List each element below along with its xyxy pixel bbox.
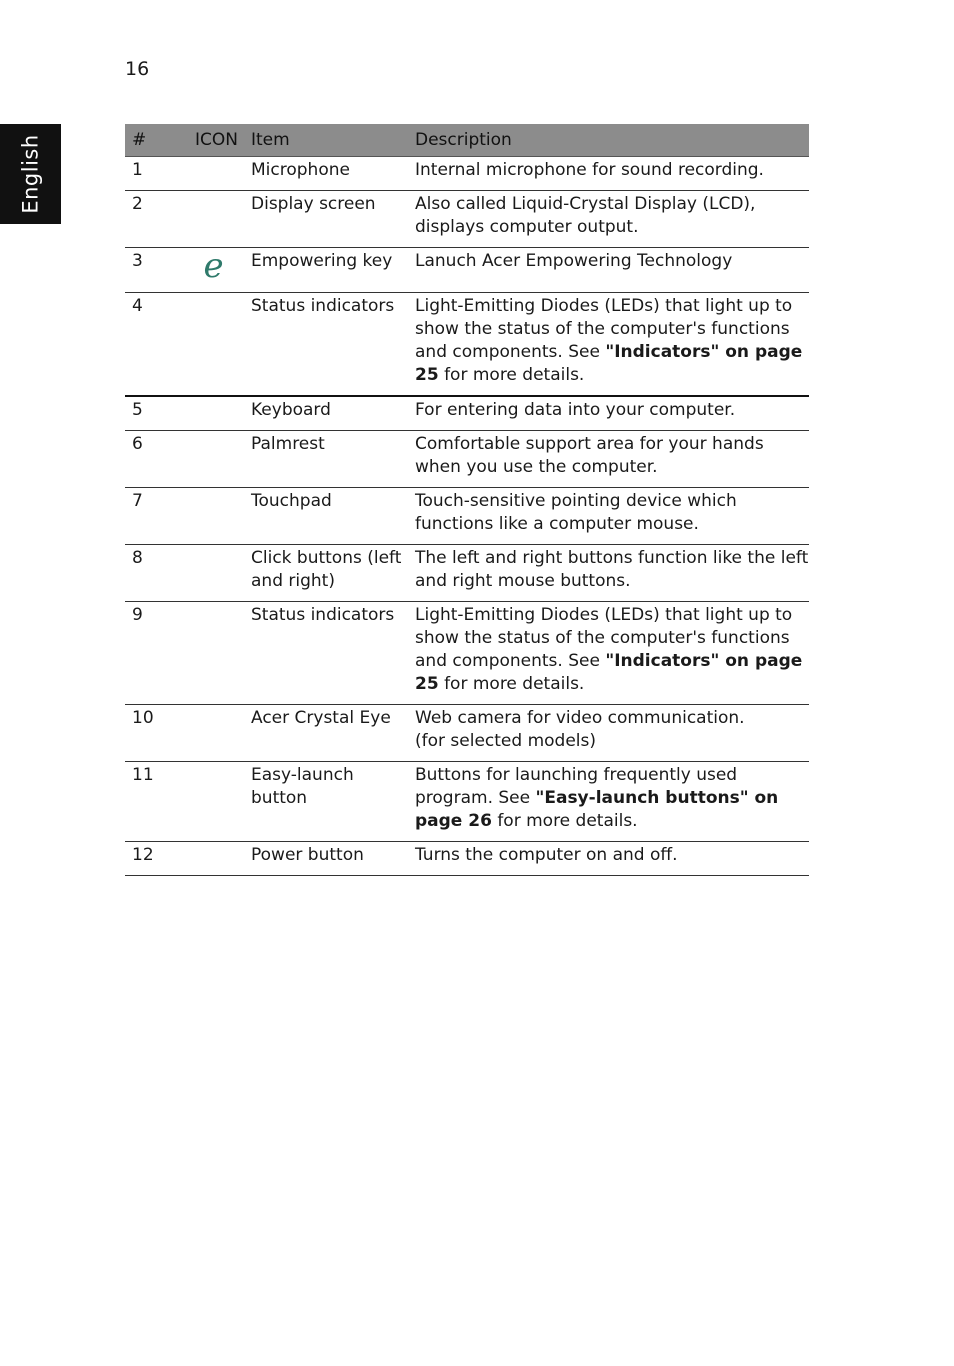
row-num: 1 (125, 157, 183, 191)
page-number: 16 (125, 58, 150, 80)
row-description: For entering data into your computer. (408, 396, 809, 431)
row-icon-cell (183, 248, 244, 293)
row-icon-cell (183, 157, 244, 191)
description-text: Buttons for launching frequently used program. See (415, 765, 738, 808)
component-table (125, 124, 809, 876)
row-num: 10 (125, 705, 183, 762)
header-item: Item (244, 124, 408, 157)
row-num: 7 (125, 488, 183, 545)
description-text: for more details. (438, 674, 585, 694)
row-icon-cell (183, 396, 244, 431)
table-row (125, 762, 809, 842)
acer-empowering-e-icon: e (203, 246, 224, 286)
cross-reference-link[interactable]: "Indicators" on page 25 (415, 342, 803, 385)
cross-reference-link[interactable]: "Easy-launch buttons" on page 26 (415, 788, 779, 831)
row-description (408, 602, 809, 705)
row-item: Status indicators (244, 602, 408, 705)
table-row (125, 545, 809, 602)
row-icon-cell (183, 762, 244, 842)
row-icon-cell (183, 191, 244, 248)
row-description: Turns the computer on and off. (408, 842, 809, 876)
row-description: Touch-sensitive pointing device which functions like a computer mouse. (408, 488, 809, 545)
row-num: 3 (125, 248, 183, 293)
row-num: 9 (125, 602, 183, 705)
row-num: 4 (125, 293, 183, 397)
table-header-row (125, 124, 809, 157)
cross-reference-link[interactable]: "Indicators" on page 25 (415, 651, 803, 694)
row-num: 6 (125, 431, 183, 488)
row-icon-cell (183, 842, 244, 876)
row-item: Empowering key (244, 248, 408, 293)
row-item: Status indicators (244, 293, 408, 397)
table-row (125, 602, 809, 705)
table-row (125, 191, 809, 248)
header-description: Description (408, 124, 809, 157)
row-icon-cell (183, 545, 244, 602)
row-num: 5 (125, 396, 183, 431)
description-text: Light-Emitting Diodes (LEDs) that light up to show the status of the computer's functions and components. See (415, 296, 793, 362)
row-item: Display screen (244, 191, 408, 248)
row-description (408, 762, 809, 842)
table-row (125, 293, 809, 397)
row-icon-cell (183, 705, 244, 762)
row-description: Internal microphone for sound recording. (408, 157, 809, 191)
row-icon-cell (183, 431, 244, 488)
row-description: Comfortable support area for your hands when you use the computer. (408, 431, 809, 488)
row-icon-cell (183, 488, 244, 545)
language-tab (0, 124, 61, 224)
row-item: Click buttons (left and right) (244, 545, 408, 602)
row-item: Power button (244, 842, 408, 876)
row-num: 11 (125, 762, 183, 842)
description-line: Web camera for video communication. (415, 708, 745, 728)
header-num: # (125, 124, 183, 157)
table-row (125, 248, 809, 293)
row-item: Palmrest (244, 431, 408, 488)
table-row (125, 157, 809, 191)
row-item: Touchpad (244, 488, 408, 545)
row-num: 8 (125, 545, 183, 602)
description-line: (for selected models) (415, 731, 596, 751)
header-icon: ICON (183, 124, 244, 157)
description-text: for more details. (438, 365, 585, 385)
table-row (125, 842, 809, 876)
row-description: Also called Liquid-Crystal Display (LCD), displays computer output. (408, 191, 809, 248)
row-icon-cell (183, 602, 244, 705)
row-item: Microphone (244, 157, 408, 191)
table-row (125, 488, 809, 545)
row-item: Easy-launch button (244, 762, 408, 842)
table-row (125, 705, 809, 762)
row-description: Lanuch Acer Empowering Technology (408, 248, 809, 293)
description-text: for more details. (491, 811, 638, 831)
row-description (408, 705, 809, 762)
row-item: Acer Crystal Eye (244, 705, 408, 762)
row-description: The left and right buttons function like the left and right mouse buttons. (408, 545, 809, 602)
table-row (125, 396, 809, 431)
row-num: 2 (125, 191, 183, 248)
table-row (125, 431, 809, 488)
row-description (408, 293, 809, 397)
row-num: 12 (125, 842, 183, 876)
description-text: Light-Emitting Diodes (LEDs) that light up to show the status of the computer's functions and components. See (415, 605, 793, 671)
row-item: Keyboard (244, 396, 408, 431)
language-tab-label: English (18, 134, 43, 214)
row-icon-cell (183, 293, 244, 397)
